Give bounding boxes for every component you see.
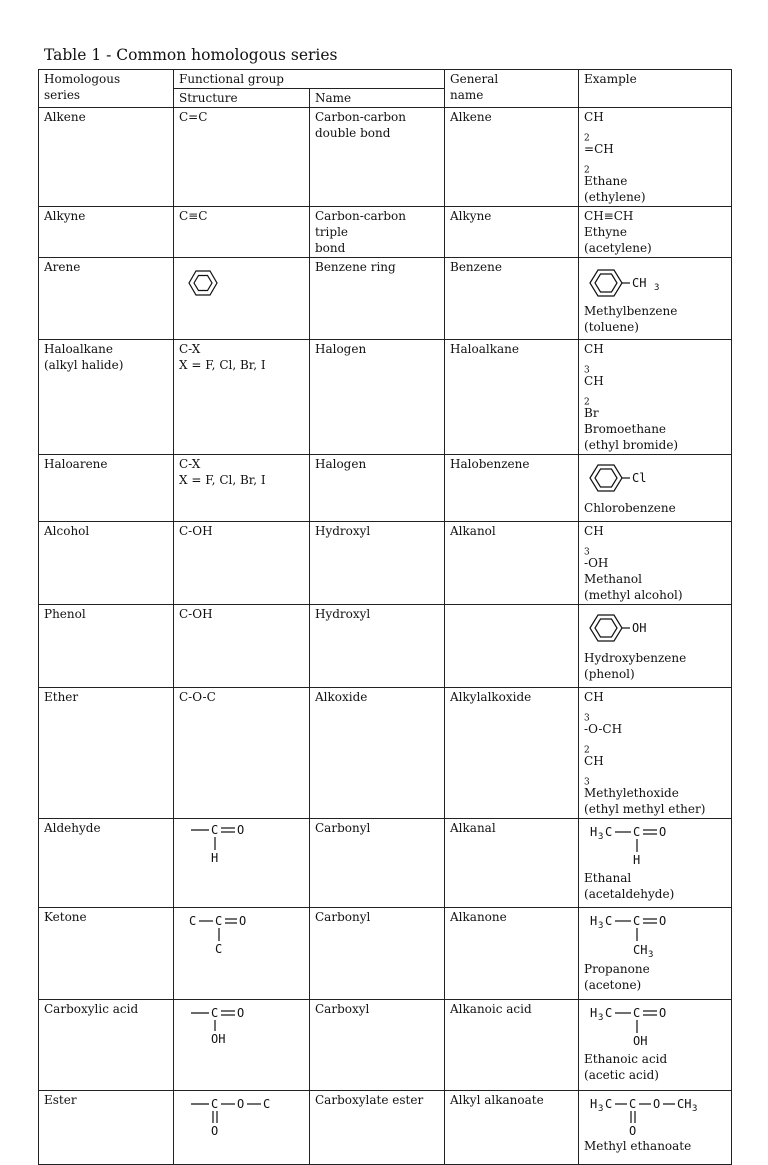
formula-part: CH xyxy=(584,374,604,388)
atom-subscript: 3 xyxy=(598,1104,604,1114)
header-row xyxy=(39,70,732,89)
benzene-ring-diagram xyxy=(179,259,239,299)
example-cell xyxy=(579,522,732,605)
general-name-cell: Alkanol xyxy=(445,522,579,605)
atom-subscript: 3 xyxy=(692,1104,698,1114)
name-cell: Hydroxyl xyxy=(310,522,445,605)
example-cell xyxy=(579,207,732,258)
example-cell xyxy=(579,455,732,522)
structure-cell xyxy=(174,1000,310,1091)
aldehyde-structure-diagram xyxy=(179,820,279,870)
header-general-line: General xyxy=(450,72,499,86)
ketone-structure-diagram xyxy=(179,909,279,959)
atom-label: C xyxy=(605,1006,613,1020)
series-cell: Ketone xyxy=(39,908,174,1000)
methyl-subscript: 3 xyxy=(654,283,660,293)
header-example: Example xyxy=(579,70,732,108)
atom-label: O xyxy=(237,1097,245,1111)
example-line: (methyl alcohol) xyxy=(584,588,683,602)
header-series-line: Homologous xyxy=(44,72,121,86)
series-cell: Ester xyxy=(39,1091,174,1165)
example-line: Methylethoxide xyxy=(584,786,679,800)
formula-subscript: 3 xyxy=(584,547,590,558)
atom-label: O xyxy=(211,1124,219,1138)
example-cell xyxy=(579,908,732,1000)
name-cell: Halogen xyxy=(310,340,445,455)
table-row xyxy=(39,1000,732,1091)
ester-structure-diagram xyxy=(179,1092,289,1142)
name-cell: Carbonyl xyxy=(310,908,445,1000)
toluene-diagram xyxy=(584,259,694,303)
atom-label: O xyxy=(239,914,247,928)
atom-label: H xyxy=(590,1097,598,1111)
atom-label: O xyxy=(237,1006,245,1020)
example-formula xyxy=(584,689,726,788)
structure-line: C-X xyxy=(179,342,201,356)
structure-cell: C≡C xyxy=(174,207,310,258)
atom-label: CH xyxy=(633,943,648,957)
structure-cell xyxy=(174,455,310,522)
formula-part: -O-CH xyxy=(584,722,623,736)
example-line: (phenol) xyxy=(584,667,635,681)
series-line: (alkyl halide) xyxy=(44,358,124,372)
atom-label: C xyxy=(215,942,223,956)
formula-subscript: 3 xyxy=(584,777,590,788)
structure-cell: C-OH xyxy=(174,522,310,605)
formula-subscript: 2 xyxy=(584,397,590,408)
name-line: Carbon-carbon xyxy=(315,110,407,124)
atom-label: O xyxy=(629,1124,637,1138)
name-cell: Carboxyl xyxy=(310,1000,445,1091)
general-name-cell: Alkene xyxy=(445,108,579,207)
example-line: Propanone xyxy=(584,962,650,976)
atom-label: O xyxy=(653,1097,661,1111)
header-structure: Structure xyxy=(174,89,310,108)
table-row xyxy=(39,108,732,207)
table-row xyxy=(39,688,732,819)
atom-subscript: 3 xyxy=(648,950,654,960)
example-cell xyxy=(579,688,732,819)
structure-line: X = F, Cl, Br, I xyxy=(179,358,266,372)
atom-label: OH xyxy=(211,1032,226,1046)
example-cell xyxy=(579,1091,732,1165)
general-name-cell: Alkanal xyxy=(445,819,579,908)
example-line: Methylbenzene xyxy=(584,304,678,318)
header-general-line: name xyxy=(450,88,484,102)
example-formula xyxy=(584,341,726,421)
example-cell xyxy=(579,605,732,688)
structure-cell xyxy=(174,258,310,340)
example-formula xyxy=(584,523,726,571)
name-cell xyxy=(310,108,445,207)
formula-part: -OH xyxy=(584,556,609,570)
name-cell: Carbonyl xyxy=(310,819,445,908)
example-line: Ethanal xyxy=(584,871,632,885)
formula-subscript: 3 xyxy=(584,365,590,376)
general-name-cell: Alkanone xyxy=(445,908,579,1000)
series-cell: Arene xyxy=(39,258,174,340)
atom-subscript: 3 xyxy=(598,1013,604,1023)
structure-cell xyxy=(174,819,310,908)
atom-subscript: 3 xyxy=(598,921,604,931)
phenol-diagram xyxy=(584,606,694,650)
general-name-cell: Benzene xyxy=(445,258,579,340)
header-general-name xyxy=(445,70,579,108)
series-cell: Haloarene xyxy=(39,455,174,522)
homologous-series-table xyxy=(38,69,732,1165)
table-row xyxy=(39,1091,732,1165)
atom-label: C xyxy=(189,914,197,928)
carboxyl-structure-diagram xyxy=(179,1001,279,1051)
example-line: Bromoethane xyxy=(584,422,667,436)
atom-label: H xyxy=(590,825,598,839)
structure-cell xyxy=(174,908,310,1000)
example-line: Ethane xyxy=(584,174,628,188)
formula-part: CH xyxy=(584,110,604,124)
structure-line: C-X xyxy=(179,457,201,471)
example-line: Hydroxybenzene xyxy=(584,651,687,665)
atom-label: O xyxy=(659,825,667,839)
name-cell: Halogen xyxy=(310,455,445,522)
header-series-line: series xyxy=(44,88,81,102)
atom-label: C xyxy=(605,825,613,839)
formula-part: CH xyxy=(584,524,604,538)
table-row xyxy=(39,908,732,1000)
example-formula: CH≡CH xyxy=(584,209,634,223)
hydroxyl-label: OH xyxy=(632,621,647,635)
example-line: (acetone) xyxy=(584,978,642,992)
example-line: (acetylene) xyxy=(584,241,652,255)
series-cell: Alkene xyxy=(39,108,174,207)
ethanal-diagram xyxy=(584,820,704,870)
atom-label: H xyxy=(590,914,598,928)
general-name-cell: Alkylalkoxide xyxy=(445,688,579,819)
atom-label: C xyxy=(215,914,223,928)
example-cell xyxy=(579,108,732,207)
structure-cell: C-O-C xyxy=(174,688,310,819)
formula-subscript: 2 xyxy=(584,133,590,144)
atom-label: C xyxy=(633,825,641,839)
general-name-cell: Halobenzene xyxy=(445,455,579,522)
structure-cell: C-OH xyxy=(174,605,310,688)
series-cell: Phenol xyxy=(39,605,174,688)
name-cell: Benzene ring xyxy=(310,258,445,340)
atom-label: C xyxy=(633,914,641,928)
chlorine-label: Cl xyxy=(632,471,647,485)
series-cell: Aldehyde xyxy=(39,819,174,908)
atom-label: H xyxy=(633,853,641,867)
atom-label: C xyxy=(211,1097,219,1111)
formula-part: =CH xyxy=(584,142,614,156)
example-cell xyxy=(579,819,732,908)
series-line: Haloalkane xyxy=(44,342,113,356)
series-cell: Alkyne xyxy=(39,207,174,258)
general-name-cell: Alkyne xyxy=(445,207,579,258)
example-cell xyxy=(579,340,732,455)
general-name-cell xyxy=(445,605,579,688)
table-row xyxy=(39,455,732,522)
general-name-cell: Haloalkane xyxy=(445,340,579,455)
name-cell: Alkoxide xyxy=(310,688,445,819)
example-line: Methanol xyxy=(584,572,642,586)
name-line: bond xyxy=(315,241,346,255)
ethanoic-acid-diagram xyxy=(584,1001,704,1051)
table-row xyxy=(39,207,732,258)
table-row xyxy=(39,605,732,688)
atom-label: OH xyxy=(633,1034,648,1048)
propanone-diagram xyxy=(584,909,704,961)
structure-line: X = F, Cl, Br, I xyxy=(179,473,266,487)
name-cell: Hydroxyl xyxy=(310,605,445,688)
structure-cell: C=C xyxy=(174,108,310,207)
example-line: Methyl ethanoate xyxy=(584,1139,692,1153)
atom-label: H xyxy=(590,1006,598,1020)
formula-part: CH xyxy=(584,342,604,356)
example-line: Ethyne xyxy=(584,225,627,239)
name-cell: Carboxylate ester xyxy=(310,1091,445,1165)
atom-label: O xyxy=(659,1006,667,1020)
atom-label: O xyxy=(237,823,245,837)
table-caption: Table 1 - Common homologous series xyxy=(44,46,338,64)
formula-part: Br xyxy=(584,406,599,420)
table-row xyxy=(39,340,732,455)
atom-label: C xyxy=(605,1097,613,1111)
structure-cell xyxy=(174,1091,310,1165)
series-cell: Ether xyxy=(39,688,174,819)
formula-subscript: 3 xyxy=(584,713,590,724)
atom-label: C xyxy=(629,1097,637,1111)
header-functional-group: Functional group xyxy=(174,70,445,89)
atom-label: C xyxy=(263,1097,271,1111)
example-line: (ethylene) xyxy=(584,190,646,204)
atom-label: CH xyxy=(677,1097,692,1111)
example-line: (toluene) xyxy=(584,320,639,334)
series-cell: Carboxylic acid xyxy=(39,1000,174,1091)
formula-subscript: 2 xyxy=(584,165,590,176)
name-cell xyxy=(310,207,445,258)
formula-part: CH xyxy=(584,690,604,704)
atom-label: O xyxy=(659,914,667,928)
formula-part: CH xyxy=(584,754,604,768)
example-line: (ethyl bromide) xyxy=(584,438,679,452)
chlorobenzene-diagram xyxy=(584,456,694,500)
structure-cell xyxy=(174,340,310,455)
series-cell xyxy=(39,340,174,455)
example-formula xyxy=(584,109,726,176)
general-name-cell: Alkyl alkanoate xyxy=(445,1091,579,1165)
atom-subscript: 3 xyxy=(598,832,604,842)
methyl-label: CH xyxy=(632,276,647,290)
formula-subscript: 2 xyxy=(584,745,590,756)
example-line: (ethyl methyl ether) xyxy=(584,802,706,816)
header-series xyxy=(39,70,174,108)
atom-label: C xyxy=(211,1006,219,1020)
general-name-cell: Alkanoic acid xyxy=(445,1000,579,1091)
series-cell: Alcohol xyxy=(39,522,174,605)
example-cell xyxy=(579,1000,732,1091)
methyl-ethanoate-diagram xyxy=(584,1092,724,1138)
name-line: double bond xyxy=(315,126,391,140)
atom-label: C xyxy=(605,914,613,928)
atom-label: C xyxy=(633,1006,641,1020)
atom-label: C xyxy=(211,823,219,837)
example-cell xyxy=(579,258,732,340)
example-line: (acetaldehyde) xyxy=(584,887,675,901)
table-row xyxy=(39,522,732,605)
header-name: Name xyxy=(310,89,445,108)
name-line: Carbon-carbon triple xyxy=(315,209,407,239)
example-line: Chlorobenzene xyxy=(584,501,676,515)
atom-label: H xyxy=(211,851,219,865)
example-line: Ethanoic acid xyxy=(584,1052,668,1066)
example-line: (acetic acid) xyxy=(584,1068,659,1082)
table-row xyxy=(39,258,732,340)
table-row xyxy=(39,819,732,908)
